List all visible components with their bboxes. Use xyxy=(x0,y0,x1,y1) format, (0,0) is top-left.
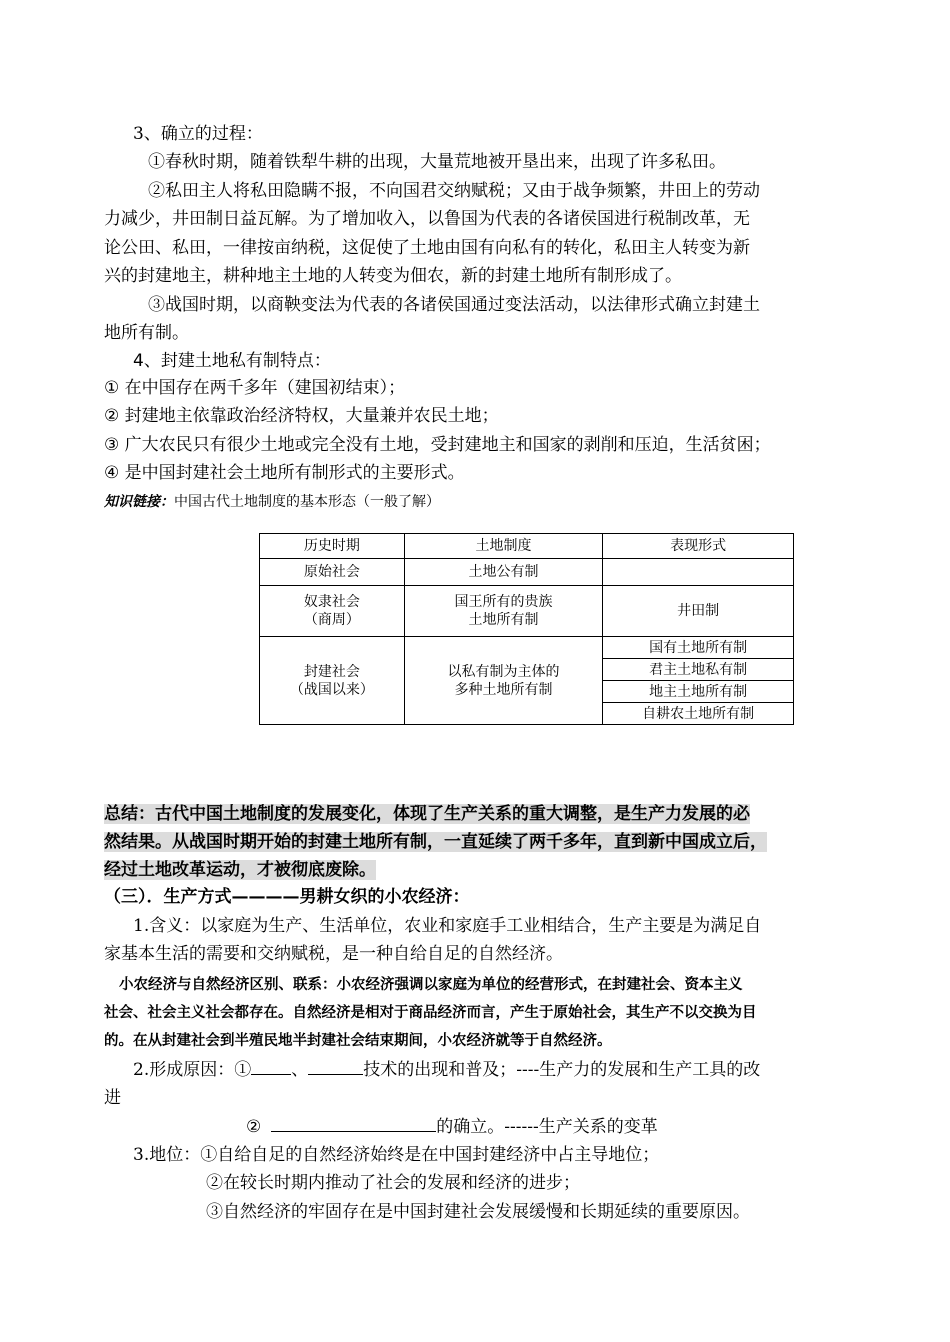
section3-p3-line1: ③战国时期，以商鞅变法为代表的各诸侯国通过变法活动，以法律形式确立封建土 xyxy=(148,295,760,315)
summary-line-3 xyxy=(104,859,376,881)
table-cell xyxy=(260,637,405,725)
table-cell: 自耕农土地所有制 xyxy=(603,703,794,725)
table-cell: 国有土地所有制 xyxy=(603,637,794,659)
knowledge-link xyxy=(104,491,440,513)
cell-line: 封建社会 xyxy=(303,663,360,680)
knowledge-link-text: 中国古代土地制度的基本形态（一般了解） xyxy=(174,494,440,510)
answer-blank-3[interactable] xyxy=(271,1115,436,1132)
cause2-line xyxy=(246,1115,658,1138)
table-cell xyxy=(260,586,405,637)
section-three-title: （三）．生产方式————男耕女织的小农经济： xyxy=(104,887,470,907)
table-header: 历史时期 xyxy=(260,534,405,559)
summary-text: 经过土地改革运动，才被彻底废除。 xyxy=(104,860,376,880)
section3-p2-line1: ②私田主人将私田隐瞒不报，不向国君交纳赋税；又由于战争频繁，井田上的劳动 xyxy=(148,181,760,201)
feature-item: ③ 广大农民只有很少土地或完全没有土地，受封建地主和国家的剥削和压迫，生活贫困； xyxy=(104,435,771,455)
table-cell xyxy=(603,559,794,586)
cause-text: 技术的出现和普及；----生产力的发展和生产工具的改 xyxy=(363,1060,761,1080)
cause-prefix: 2.形成原因：① xyxy=(133,1060,252,1080)
land-system-table xyxy=(259,533,794,725)
summary-text: 然结果。从战国时期开始的封建土地所有制，一直延续了两千多年，直到新中国成立后， xyxy=(104,832,767,852)
cause-line-2: 进 xyxy=(104,1088,121,1108)
cell-line: 以私有制为主体的 xyxy=(447,663,560,680)
feature-item: ④ 是中国封建社会土地所有制形式的主要形式。 xyxy=(104,463,465,483)
cell-line: 多种土地所有制 xyxy=(454,681,553,698)
cell-line: （战国以来） xyxy=(289,681,374,698)
table-cell: 君主土地私有制 xyxy=(603,659,794,681)
table-cell: 井田制 xyxy=(603,586,794,637)
cause-separator: 、 xyxy=(291,1060,309,1080)
status-line-1: 3.地位：①自给自足的自然经济始终是在中国封建经济中占主导地位； xyxy=(133,1145,660,1165)
section4-title: 4、封建土地私有制特点： xyxy=(133,351,331,371)
table-cell: 原始社会 xyxy=(260,559,405,586)
knowledge-link-label: 知识链接： xyxy=(104,494,174,510)
definition-line-1: 1.含义：以家庭为生产、生活单位，农业和家庭手工业相结合，生产主要是为满足自 xyxy=(133,916,762,936)
table-cell xyxy=(404,637,603,725)
definition-line-2: 家基本生活的需要和交纳赋税，是一种自给自足的自然经济。 xyxy=(104,944,563,964)
feature-item: ② 封建地主依靠政治经济特权，大量兼并农民土地； xyxy=(104,406,499,426)
summary-line-1 xyxy=(104,803,750,825)
table-cell xyxy=(404,586,603,637)
status-line-2: ②在较长时期内推动了社会的发展和经济的进步； xyxy=(206,1173,580,1193)
feature-item: ① 在中国存在两千多年（建国初结束）； xyxy=(104,378,406,398)
table-header: 土地制度 xyxy=(404,534,603,559)
section3-p3-line2: 地所有制。 xyxy=(104,323,189,343)
cell-line: （商周） xyxy=(303,612,360,628)
section3-p1: ①春秋时期，随着铁犁牛耕的出现，大量荒地被开垦出来，出现了许多私田。 xyxy=(148,152,726,172)
section3-p2-line2: 力减少，井田制日益瓦解。为了增加收入，以鲁国为代表的各诸侯国进行税制改革，无 xyxy=(104,209,750,229)
answer-blank-2[interactable] xyxy=(308,1058,363,1075)
summary-text: 总结：古代中国土地制度的发展变化，体现了生产关系的重大调整，是生产力发展的必 xyxy=(104,804,750,824)
cause2-suffix: 的确立。------生产关系的变革 xyxy=(436,1117,658,1137)
summary-line-2 xyxy=(104,831,767,853)
status-line-3: ③自然经济的牢固存在是中国封建社会发展缓慢和长期延续的重要原因。 xyxy=(206,1202,750,1222)
difference-line-3: 的。在从封建社会到半殖民地半封建社会结束期间，小农经济就等于自然经济。 xyxy=(104,1033,612,1049)
section3-title: 3、确立的过程： xyxy=(133,124,263,144)
section3-p2-line4: 兴的封建地主，耕种地主土地的人转变为佃农，新的封建土地所有制形成了。 xyxy=(104,266,682,286)
difference-line-2: 社会、社会主义社会都存在。自然经济是相对于商品经济而言，产生于原始社会，其生产不以交换为目 xyxy=(104,1005,757,1021)
table-cell: 地主土地所有制 xyxy=(603,681,794,703)
cell-line: 土地所有制 xyxy=(468,612,539,628)
table-cell: 土地公有制 xyxy=(404,559,603,586)
cell-line: 国王所有的贵族 xyxy=(454,594,553,610)
difference-line-1: 小农经济与自然经济区别、联系：小农经济强调以家庭为单位的经营形式，在封建社会、资本主义 xyxy=(119,977,743,993)
section3-p2-line3: 论公田、私田，一律按亩纳税，这促使了土地由国有向私有的转化，私田主人转变为新 xyxy=(104,238,750,258)
table-header: 表现形式 xyxy=(603,534,794,559)
cause-line-1 xyxy=(133,1058,760,1081)
answer-blank-1[interactable] xyxy=(251,1058,291,1075)
cell-line: 奴隶社会 xyxy=(303,594,360,610)
cause2-prefix: ② xyxy=(246,1117,262,1137)
